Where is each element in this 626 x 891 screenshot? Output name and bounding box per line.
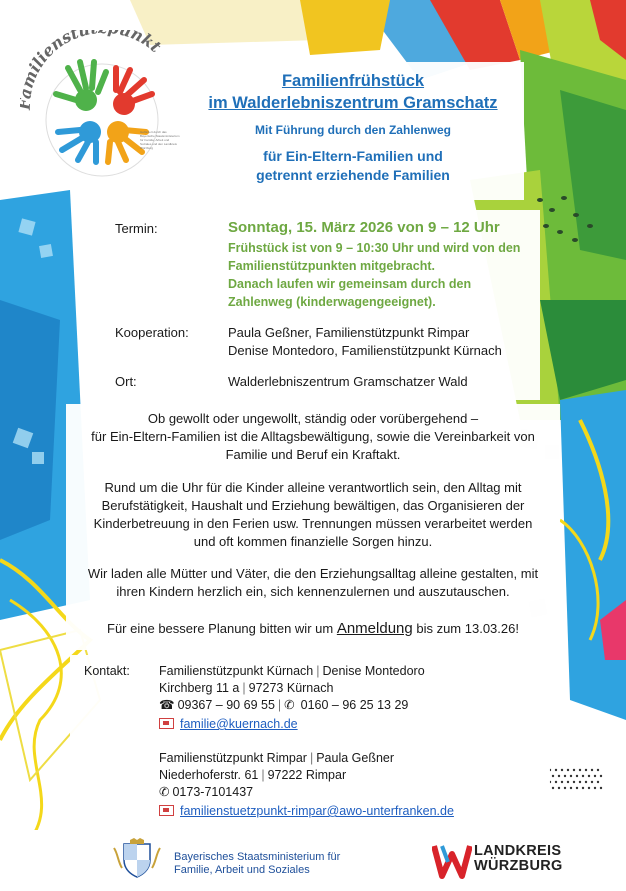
ort-value: Walderlebniszentrum Gramschatzer Wald: [228, 374, 468, 389]
ministry-line-1: Bayerisches Staatsministerium für: [174, 851, 341, 863]
c1-person: Denise Montedoro: [322, 664, 425, 678]
c1-phone: 09367 – 90 69 55: [177, 698, 275, 712]
termin-line-3: Danach laufen wir gemeinsam durch den: [228, 277, 472, 291]
body-p3-line-2: ihren Kindern herzlich ein, sich kennenzulernen und auszutauschen.: [116, 584, 510, 599]
bavarian-coat-of-arms-icon: [110, 838, 164, 878]
c1-mobile: 0160 – 96 25 13 29: [300, 698, 409, 712]
kooperation-line-1: Paula Geßner, Familienstützpunkt Rimpar: [228, 325, 470, 340]
body-p2-line-1: Rund um die Uhr für die Kinder alleine verantwortlich sein, den Alltag mit: [104, 480, 522, 495]
termin-label: Termin:: [115, 221, 158, 236]
audience-line-2: getrennt erziehende Familien: [256, 167, 450, 183]
termin-details: [228, 239, 548, 311]
audience-line-1: für Ein-Eltern-Familien und: [263, 148, 443, 164]
title-panel: [182, 62, 524, 200]
c1-city: 97273 Kürnach: [248, 681, 334, 695]
body-p3-line-1: Wir laden alle Mütter und Väter, die den Erziehungsalltag alleine gestalten, mit: [87, 566, 539, 581]
c2-email-link[interactable]: familienstuetzpunkt-rimpar@awo-unterfranken.de: [180, 804, 454, 818]
body-p2-line-4: und oft kommen finanzielle Sorgen hinzu.: [193, 534, 433, 549]
kooperation-line-2: Denise Montedoro, Familienstützpunkt Kürnach: [228, 343, 502, 358]
event-location-title: im Walderlebniszentrum Gramschatz: [208, 94, 498, 112]
logo-name: ilienstü unkt: [24, 30, 165, 76]
county-logo-icon: [432, 840, 472, 880]
registration-word: Anmeldung: [336, 620, 413, 637]
termin-line-1: Frühstück ist von 9 – 10:30 Uhr und wird von den: [228, 241, 521, 255]
mobile-icon: ✆: [284, 698, 295, 712]
c1-name: Familienstützpunkt Kürnach: [159, 664, 314, 678]
logo: [20, 30, 185, 190]
ministry-name: [174, 851, 340, 877]
ort-label: Ort:: [115, 374, 137, 389]
logo-caption: Gefördert durch das Bayerische Staatsministerium für Familie, Arbeit und Soziales und den Landkreis Würzburg: [140, 130, 180, 150]
termin-line-4: Zahlenweg (kinderwagengeeignet).: [228, 295, 436, 309]
registration-before: Für eine bessere Planung bitten wir um: [107, 621, 334, 636]
body-p1-line-1: Ob gewollt oder ungewollt, ständig oder vorübergehend –: [147, 411, 479, 426]
body-p1-line-3: Familie und Beruf ein Kraftakt.: [225, 447, 401, 462]
c2-street: Niederhoferstr. 61: [159, 768, 259, 782]
body-p1-line-2: für Ein-Eltern-Familien ist die Alltagsbewältigung, sowie die Vereinbarkeit von: [91, 429, 535, 444]
body-p2-line-2: Berufstätigkeit, Haushalt und Erziehung bewältigen, das Organisieren der: [101, 498, 525, 513]
contact-rimpar: Familienstützpunkt Rimpar | Paula Geßner Niederhoferstr. 61 | 97222 Rimpar ✆ 0173-7101437 familienstuetzpunkt-rimpar@awo-unterfranken.de: [159, 751, 454, 818]
contact-kuernach: Familienstützpunkt Kürnach | Denise Montedoro Kirchberg 11 a | 97273 Kürnach ☎ 09367 – 90 69 55 | ✆ 0160 – 96 25 13 29 familie@kuernach.de: [159, 664, 425, 731]
county-name: [474, 844, 563, 874]
email-icon: [159, 805, 174, 816]
registration-after: bis zum 13.03.26!: [416, 621, 519, 636]
c2-mobile: 0173-7101437: [172, 785, 254, 799]
event-subtitle: Mit Führung durch den Zahlenweg: [255, 123, 451, 137]
email-icon: [159, 718, 174, 729]
body-paragraph-1: [66, 410, 560, 464]
ministry-line-2: Familie, Arbeit und Soziales: [174, 864, 310, 876]
c2-name: Familienstützpunkt Rimpar: [159, 751, 307, 765]
registration-note: [66, 620, 560, 638]
phone-icon: ☎: [159, 698, 175, 712]
c2-city: 97222 Rimpar: [267, 768, 347, 782]
body-p2-line-3: Kinderbetreuung in den Ferien usw. Trennungen müssen verarbeitet werden: [93, 516, 533, 531]
c1-street: Kirchberg 11 a: [159, 681, 240, 695]
termin-line-2: Familienstützpunkten mitgebracht.: [228, 259, 435, 273]
kooperation-value: [228, 324, 502, 360]
county-line-1: LANDKREIS: [474, 843, 562, 859]
body-paragraph-3: [66, 565, 560, 601]
body-paragraph-2: [66, 479, 560, 551]
county-line-2: WÜRZBURG: [474, 858, 563, 874]
hands-logo-icon: [20, 30, 185, 190]
c1-email-link[interactable]: familie@kuernach.de: [180, 717, 298, 731]
termin-date: Sonntag, 15. März 2026 von 9 – 12 Uhr: [228, 219, 500, 236]
mobile-icon: ✆: [159, 785, 170, 799]
c2-person: Paula Geßner: [316, 751, 395, 765]
contact-label: Kontakt:: [84, 664, 130, 678]
event-title: Familienfrühstück: [281, 72, 425, 90]
kooperation-label: Kooperation:: [115, 325, 189, 340]
